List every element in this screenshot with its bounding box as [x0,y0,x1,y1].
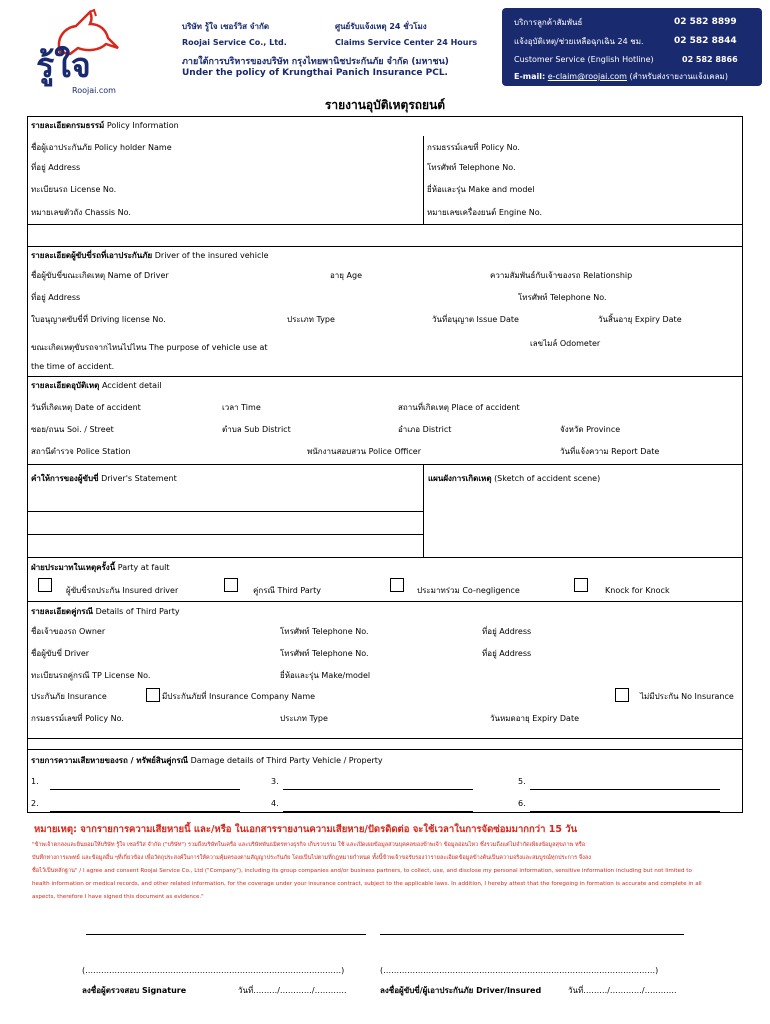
email-label: E-mail: [514,72,546,81]
company-name-th: บริษัท รู้ใจ เซอร์วิส จำกัด [182,22,270,31]
field-dl-type[interactable]: ประเภท Type [287,315,335,324]
en-phone: 02 582 8866 [682,55,738,64]
field-tp-tel2[interactable]: โทรศัพท์ Telephone No. [280,649,369,658]
sketch-label-th: แผนผังการเกิดเหตุ [428,474,492,483]
claims-center-th: ศูนย์รับแจ้งเหตุ 24 ชั่วโมง [335,22,427,31]
page-title: รายงานอุบัติเหตุรถยนต์ [324,98,446,112]
section-title: รายละเอียดผู้ขับขี่รถที่เอาประกันภัย [31,251,153,260]
insured-driver-checkbox[interactable] [38,578,52,592]
divider [27,376,743,377]
section-title-en: Party at fault [117,563,170,572]
cs-label: บริการลูกค้าสัมพันธ์ [514,18,583,27]
divider [27,749,743,750]
inspector-signature-date[interactable]: วันที่………/…………/………… [238,986,347,995]
damage-item-5: 5. [518,777,526,786]
under-policy-th: ภายใต้การบริหารของบริษัท กรุงไทยพานิชประกันภัย จำกัด (มหาชน) [182,57,449,67]
section-driver [31,251,269,261]
field-report-date[interactable]: วันที่แจ้งความ Report Date [560,447,660,456]
insured-signature-date[interactable]: วันที่………/…………/………… [568,986,677,995]
field-dl[interactable]: ใบอนุญาตขับขี่ที่ Driving license No. [31,315,166,324]
section-policy [31,121,179,131]
field-chassis[interactable]: หมายเลขตัวถัง Chassis No. [31,208,131,217]
damage-item-3: 3. [271,777,279,786]
field-relationship[interactable]: ความสัมพันธ์กับเจ้าของรถ Relationship [490,271,633,280]
field-accident-time[interactable]: เวลา Time [222,403,261,412]
damage-line[interactable] [530,789,720,790]
insured-signature-line[interactable] [380,934,684,935]
field-tp-insurance: ประกันภัย Insurance [31,692,107,701]
third-party-checkbox[interactable] [224,578,238,592]
field-odometer[interactable]: เลขไมล์ Odometer [530,339,601,348]
section-title: รายละเอียดอุบัติเหตุ [31,381,100,390]
consent-line: health information or medical records, and other related information, for the coverage under your insurance contract, subject to the applicable laws. In addition, I hereby attest that the foregoing in formation is accurate and complete in all [32,881,702,887]
section-third-party [31,607,180,617]
insured-signature-label: ลงชื่อผู้ขับขี่/ผู้เอาประกันภัย Driver/Insured [380,986,542,995]
divider [423,136,424,224]
claim-label: แจ้งอุบัติเหตุ/ช่วยเหลือฉุกเฉิน 24 ชม. [514,37,644,46]
damage-line[interactable] [283,789,473,790]
field-address[interactable]: ที่อยู่ Address [31,163,81,172]
damage-item-1: 1. [31,777,39,786]
co-negligence-checkbox[interactable] [390,578,404,592]
statement-label-th: คำให้การของผู้ขับขี่ [31,474,99,483]
inspector-name-bracket[interactable]: (……………………………………………………………………………………) [82,966,345,975]
field-soi[interactable]: ซอย/ถนน Soi. / Street [31,425,114,434]
claim-phone: 02 582 8844 [674,36,737,46]
damage-line[interactable] [50,789,240,790]
statement-label-en: Driver's Statement [101,474,177,483]
field-purpose-cont: the time of accident. [31,362,115,371]
field-tp-make[interactable]: ยี่ห้อและรุ่น Make/model [280,671,371,680]
statement-line[interactable] [27,511,423,512]
knock-for-knock-checkbox[interactable] [574,578,588,592]
field-driver-name[interactable]: ชื่อผู้ขับขี่ขณะเกิดเหตุ Name of Driver [31,271,169,280]
field-station[interactable]: สถานีตำรวจ Police Station [31,447,131,456]
email-link[interactable]: e-claim@roojai.com [547,72,627,81]
section-fault [31,563,170,573]
knock-for-knock-label: Knock for Knock [605,586,670,595]
section-title: รายการความเสียหายของรถ / ทรัพย์สินคู่กรณี [31,756,189,765]
field-officer[interactable]: พนักงานสอบสวน Police Officer [307,447,421,456]
field-place[interactable]: สถานที่เกิดเหตุ Place of accident [398,403,520,412]
roojai-logo [30,8,130,94]
no-insurance-checkbox[interactable] [615,688,629,702]
consent-line: ชื่อไว้เป็นหลักฐาน" / I agree and consent Roojai Service Co., Ltd ("Company"), including its group companies and/or business partners, to collect, use, and disclose my personal information, sensitive information including but not limited to [32,868,692,874]
field-age[interactable]: อายุ Age [330,271,362,280]
field-purpose[interactable]: ขณะเกิดเหตุขับรถจากไหนไปไหน The purpose of vehicle use at [31,343,268,352]
damage-line[interactable] [530,811,720,812]
field-holder[interactable]: ชื่อผู้เอาประกันภัย Policy holder Name [31,143,172,152]
field-accident-date[interactable]: วันที่เกิดเหตุ Date of accident [31,403,141,412]
has-insurance-checkbox[interactable] [146,688,160,702]
section-accident [31,381,162,391]
co-negligence-label: ประมาทร่วม Co-negligence [417,586,520,595]
no-insurance-label: ไม่มีประกัน No Insurance [640,692,734,701]
insured-driver-label: ผู้ขับขี่รถประกัน Insured driver [66,586,179,595]
section-title: รายละเอียดคู่กรณี [31,607,94,616]
section-title-en: Policy Information [106,121,179,130]
consent-line: aspects, therefore I have signed this document as evidence." [32,894,204,900]
divider [27,464,743,465]
sketch-label [428,474,600,484]
field-tp-addr2[interactable]: ที่อยู่ Address [482,649,532,658]
section-title: รายละเอียดกรมธรรม์ [31,121,105,130]
section-title-en: Accident detail [101,381,162,390]
field-expiry-date[interactable]: วันสิ้นอายุ Expiry Date [598,315,682,324]
damage-item-2: 2. [31,799,39,808]
section-title-en: Driver of the insured vehicle [154,251,269,260]
field-tp-addr1[interactable]: ที่อยู่ Address [482,627,532,636]
divider [27,224,743,225]
field-driver-telephone[interactable]: โทรศัพท์ Telephone No. [518,293,607,302]
logo-site: Roojai.com [72,86,116,95]
divider [27,601,743,602]
field-policy-no[interactable]: กรมธรรม์เลขที่ Policy No. [427,143,520,152]
field-tp-owner[interactable]: ชื่อเจ้าของรถ Owner [31,627,106,636]
field-driver-address[interactable]: ที่อยู่ Address [31,293,81,302]
divider [423,464,424,557]
section-title: ฝ่ายประมาทในเหตุครั้งนี้ [31,563,116,572]
logo-brand-text: รู้ใจ [36,46,91,86]
field-tp-type[interactable]: ประเภท Type [280,714,328,723]
insured-name-bracket[interactable]: (…………………………………………………………………………………………) [380,966,659,975]
field-province[interactable]: จังหวัด Province [560,425,621,434]
field-issue-date[interactable]: วันที่อนุญาต Issue Date [432,315,519,324]
damage-line[interactable] [283,811,473,812]
under-policy-en: Under the policy of Krungthai Panich Insurance PCL. [182,68,448,78]
field-tp-policy-no[interactable]: กรมธรรม์เลขที่ Policy No. [31,714,124,723]
field-subdistrict[interactable]: ตำบล Sub District [222,425,291,434]
email-note: (สำหรับส่งรายงานแจ้งเคลม) [629,72,728,81]
cs-phone: 02 582 8899 [674,17,737,27]
field-tp-license[interactable]: ทะเบียนรถคู่กรณี TP License No. [31,671,151,680]
field-tp-expiry[interactable]: วันหมดอายุ Expiry Date [490,714,580,723]
en-label: Customer Service (English Hotline) [514,55,654,64]
field-district[interactable]: อำเภอ District [398,425,452,434]
field-tp-driver[interactable]: ชื่อผู้ขับขี่ Driver [31,649,90,658]
consent-line: บันทึกทางการแพทย์ และข้อมูลอื่น ๆที่เกี่ยวข้อง เพื่อวัตถุประสงค์ในการให้ความคุ้มครองตามสัญญาประกันภัย โดยเป็นไปตามที่กฎหมายกำหนด ทั้งนี้ข้าพเจ้าขอรับรองว่ารายละเอียดข้อมูลข้างต้นเป็นความจริงและสมบูรณ์ทุกประการ จึงลง [32,855,592,861]
section-title-en: Damage details of Third Party Vehicle / Property [190,756,383,765]
field-license[interactable]: ทะเบียนรถ License No. [31,185,117,194]
claims-center-en: Claims Service Center 24 Hours [335,38,478,47]
damage-line[interactable] [50,811,240,812]
sketch-label-en: (Sketch of accident scene) [494,474,601,483]
field-tp-tel1[interactable]: โทรศัพท์ Telephone No. [280,627,369,636]
damage-item-6: 6. [518,799,526,808]
inspector-signature-label: ลงชื่อผู้ตรวจสอบ Signature [82,986,187,995]
has-insurance-label: มีประกันภัยที่ Insurance Company Name [162,692,316,701]
remark: หมายเหตุ: จากรายการความเสียหายนี้ และ/หรือ ในเอกสารรายงานความเสียหาย/ปัดรดิดต่อ จะใช้เวลาในการจัดซ่อมมากกว่า 15 วัน [34,824,578,835]
company-name-en: Roojai Service Co., Ltd. [182,38,287,47]
field-engine[interactable]: หมายเลขเครื่องยนต์ Engine No. [427,208,543,217]
divider [27,557,743,558]
inspector-signature-line[interactable] [86,934,366,935]
statement-label [31,474,177,484]
field-telephone[interactable]: โทรศัพท์ Telephone No. [427,163,516,172]
contact-box [502,8,762,86]
divider [27,246,743,247]
damage-item-4: 4. [271,799,279,808]
statement-line[interactable] [27,534,423,535]
third-party-label: คู่กรณี Third Party [253,586,321,595]
consent-text [32,839,744,904]
email-row [514,72,728,82]
divider [27,738,743,739]
consent-line: "ข้าพเจ้าตกลงและยินยอมให้บริษัท รู้ใจ เซอร์วิส จำกัด ("บริษัท") รวมถึงบริษัทในเครือ และบริษัทพันธมิตรทางธุรกิจ เก็บรวบรวม ใช้ และเปิดเผยข้อมูลส่วนบุคคลของข้าพเจ้า ข้อมูลอ่อนไหว ซึ่งรวมถึงแต่ไม่จำกัดเพียงข้อมูลสุขภาพ หรือ [32,842,586,848]
section-damage [31,756,383,766]
section-title-en: Details of Third Party [95,607,180,616]
field-make[interactable]: ยี่ห้อและรุ่น Make and model [427,185,535,194]
